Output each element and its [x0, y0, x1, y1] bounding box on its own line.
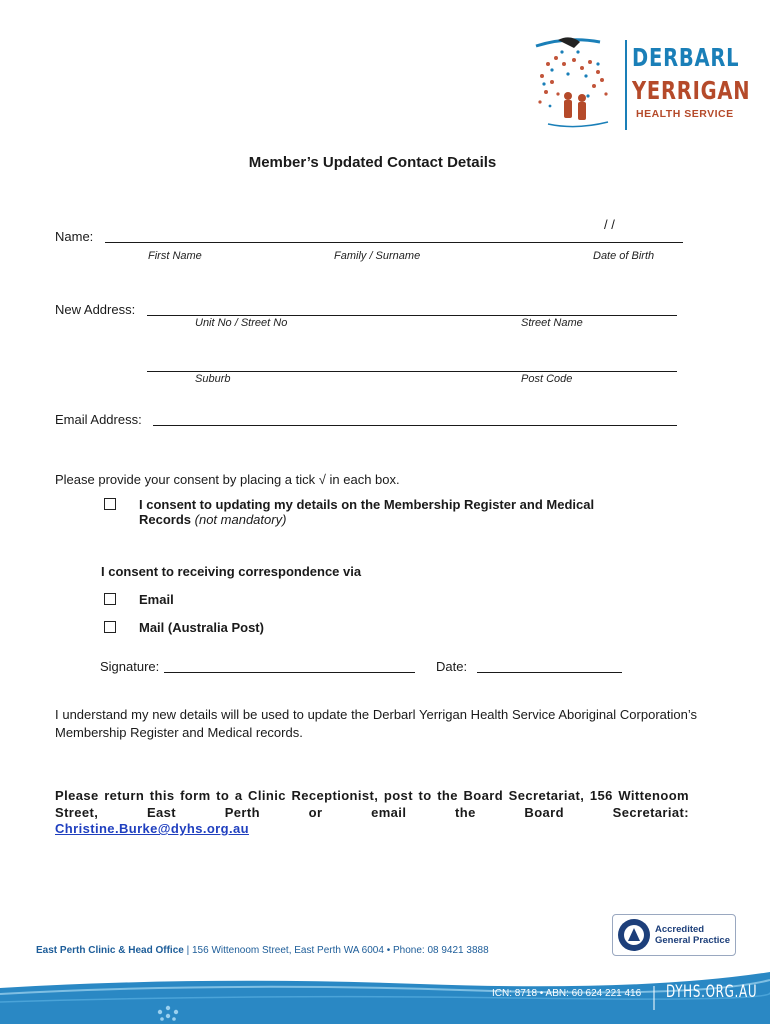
dob-slashes: / /	[604, 217, 615, 232]
board-secretariat-email-link[interactable]: Christine.Burke@dyhs.org.au	[55, 821, 249, 836]
date-of-birth-caption: Date of Birth	[593, 250, 655, 262]
correspondence-heading: I consent to receiving correspondence via	[101, 564, 362, 579]
logo-text-yerrigan: YERRIGAN	[632, 76, 751, 105]
accredited-text	[655, 924, 730, 946]
logo-text-health-service: HEALTH SERVICE	[636, 108, 734, 120]
logo-divider	[625, 40, 627, 130]
footer-website[interactable]: DYHS.ORG.AU	[666, 982, 758, 1002]
footer-address	[36, 945, 489, 956]
derbarl-yerrigan-logo-art	[528, 34, 624, 136]
footer-address-details: | 156 Wittenoom Street, East Perth WA 6004 • Phone: 08 9421 3888	[183, 945, 489, 956]
mail-checkbox[interactable]	[104, 621, 116, 633]
date-label: Date:	[436, 659, 468, 674]
suburb-caption: Suburb	[195, 373, 231, 385]
signature-field[interactable]	[164, 672, 415, 673]
register-consent-text-line2	[139, 512, 286, 527]
address-line-2-field[interactable]	[147, 371, 677, 372]
return-instructions: Please return this form to a Clinic Receptionist, post to the Board Secretariat, 156 Wittenoom Street, East Perth or email the Board Secretariat:	[55, 788, 689, 820]
register-consent-text: I consent to updating my details on the Membership Register and Medical	[139, 497, 595, 512]
post-code-caption: Post Code	[521, 373, 573, 385]
signature-label: Signature:	[100, 659, 160, 674]
date-field[interactable]	[477, 672, 622, 673]
mail-option-label: Mail (Australia Post)	[139, 620, 264, 635]
email-option-label: Email	[139, 592, 174, 607]
footer-icn-abn: ICN: 8718 • ABN: 60 624 221 416	[492, 988, 642, 999]
email-address-label: Email Address:	[55, 412, 142, 427]
street-name-caption: Street Name	[521, 317, 583, 329]
footer-clinic-name: East Perth Clinic & Head Office	[36, 945, 184, 956]
return-email-line	[55, 821, 249, 836]
family-surname-caption: Family / Surname	[334, 250, 421, 262]
name-label: Name:	[55, 229, 94, 244]
logo-text-derbarl: DERBARL	[632, 43, 740, 72]
register-consent-records: Records	[139, 512, 192, 527]
name-field[interactable]	[105, 242, 683, 243]
first-name-caption: First Name	[148, 250, 202, 262]
footer-band	[0, 968, 770, 1024]
not-mandatory-note: (not mandatory)	[191, 512, 287, 527]
consent-intro: Please provide your consent by placing a tick √ in each box.	[55, 472, 400, 487]
register-consent-checkbox[interactable]	[104, 498, 116, 510]
accredited-general-practice-badge	[612, 914, 736, 956]
address-line-1-field[interactable]	[147, 315, 677, 316]
understanding-statement: I understand my new details will be used to update the Derbarl Yerrigan Health Service Aboriginal Corporation’s Membership Register and Medical records.	[55, 707, 697, 740]
unit-street-no-caption: Unit No / Street No	[195, 317, 288, 329]
email-address-field[interactable]	[153, 425, 677, 426]
form-title: Member’s Updated Contact Details	[248, 154, 497, 171]
accredited-line1: Accredited	[655, 924, 705, 935]
accredited-line2: General Practice	[655, 935, 730, 946]
accreditation-seal-icon	[617, 918, 651, 952]
email-checkbox[interactable]	[104, 593, 116, 605]
new-address-label: New Address:	[55, 302, 136, 317]
